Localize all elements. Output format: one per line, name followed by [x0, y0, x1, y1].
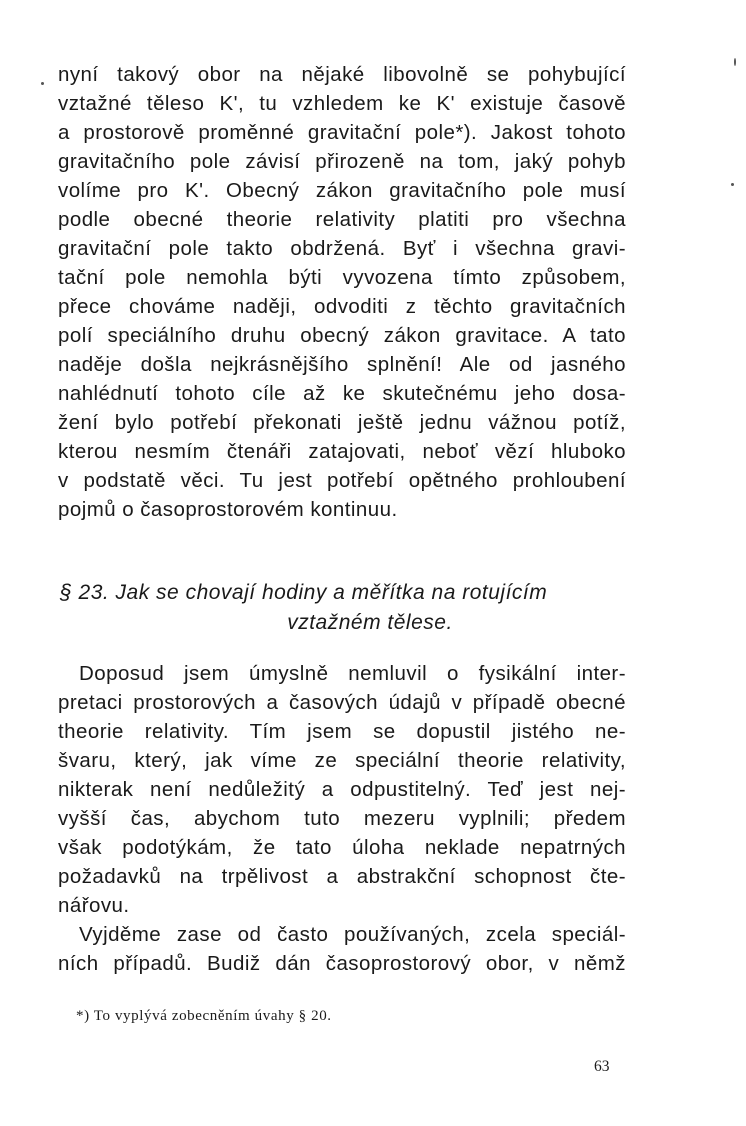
text-line: požadavků na trpělivost a abstrakční schopnost čte- [58, 865, 626, 888]
text-line: theorie relativity. Tím jsem se dopustil jistého ne- [58, 720, 626, 743]
text-line: vyšší čas, abychom tuto mezeru vyplnili; předem [58, 807, 626, 830]
text-line: volíme pro K'. Obecný zákon gravitačního pole musí [58, 179, 626, 202]
print-speck [41, 82, 44, 85]
text-line: pretaci prostorových a časových údajů v případě obecné [58, 691, 626, 714]
text-line: švaru, který, jak víme ze speciální theorie relativity, [58, 749, 626, 772]
text-line: pojmů o časoprostorovém kontinuu. [58, 498, 398, 521]
text-line: kterou nesmím čtenáři zatajovati, neboť vězí hluboko [58, 440, 626, 463]
text-line: tační pole nemohla býti vyvozena tímto způsobem, [58, 266, 626, 289]
print-speck [731, 183, 734, 186]
text-line: nikterak není nedůležitý a odpustitelný. Teď jest nej- [58, 778, 626, 801]
page-number: 63 [594, 1058, 610, 1075]
paragraph-2 [58, 659, 626, 978]
text-line: polí speciálního druhu obecný zákon gravitace. A tato [58, 324, 626, 347]
section-heading-line-2: vztažném tělese. [287, 611, 453, 634]
text-line: Doposud jsem úmyslně nemluvil o fysikální inter- [79, 662, 626, 685]
text-line: gravitační pole takto obdržená. Byť i všechna gravi- [58, 237, 626, 260]
text-line: přece chováme naději, odvoditi z těchto gravitačních [58, 295, 626, 318]
text-line: a prostorově proměnné gravitační pole*). Jakost tohoto [58, 121, 626, 144]
text-line: vztažné těleso K', tu vzhledem ke K' existuje časově [58, 92, 626, 115]
footnote: *) To vyplývá zobecněním úvahy § 20. [76, 1008, 332, 1024]
print-speck [734, 58, 736, 66]
text-line: ních případů. Budiž dán časoprostorový obor, v němž [58, 952, 626, 975]
section-heading [50, 578, 690, 638]
text-line: v podstatě věci. Tu jest potřebí opětného prohloubení [58, 469, 626, 492]
text-line: nahlédnutí tohoto cíle až ke skutečnému jeho dosa- [58, 382, 626, 405]
text-line: žení bylo potřebí překonati ještě jednu vážnou potíž, [58, 411, 626, 434]
text-line: gravitačního pole závisí přirozeně na tom, jaký pohyb [58, 150, 626, 173]
text-line: podle obecné theorie relativity platiti pro všechna [58, 208, 626, 231]
text-line: Vyjděme zase od často používaných, zcela speciál- [79, 923, 626, 946]
text-line: nyní takový obor na nějaké libovolně se pohybující [58, 63, 626, 86]
paragraph-1 [58, 60, 626, 524]
text-line: naděje došla nejkrásnějšího splnění! Ale od jasného [58, 353, 626, 376]
text-line: nářovu. [58, 894, 130, 917]
section-heading-line-1: § 23. Jak se chovají hodiny a měřítka na rotujícím [60, 581, 548, 604]
text-line: však podotýkám, že tato úloha neklade nepatrných [58, 836, 626, 859]
